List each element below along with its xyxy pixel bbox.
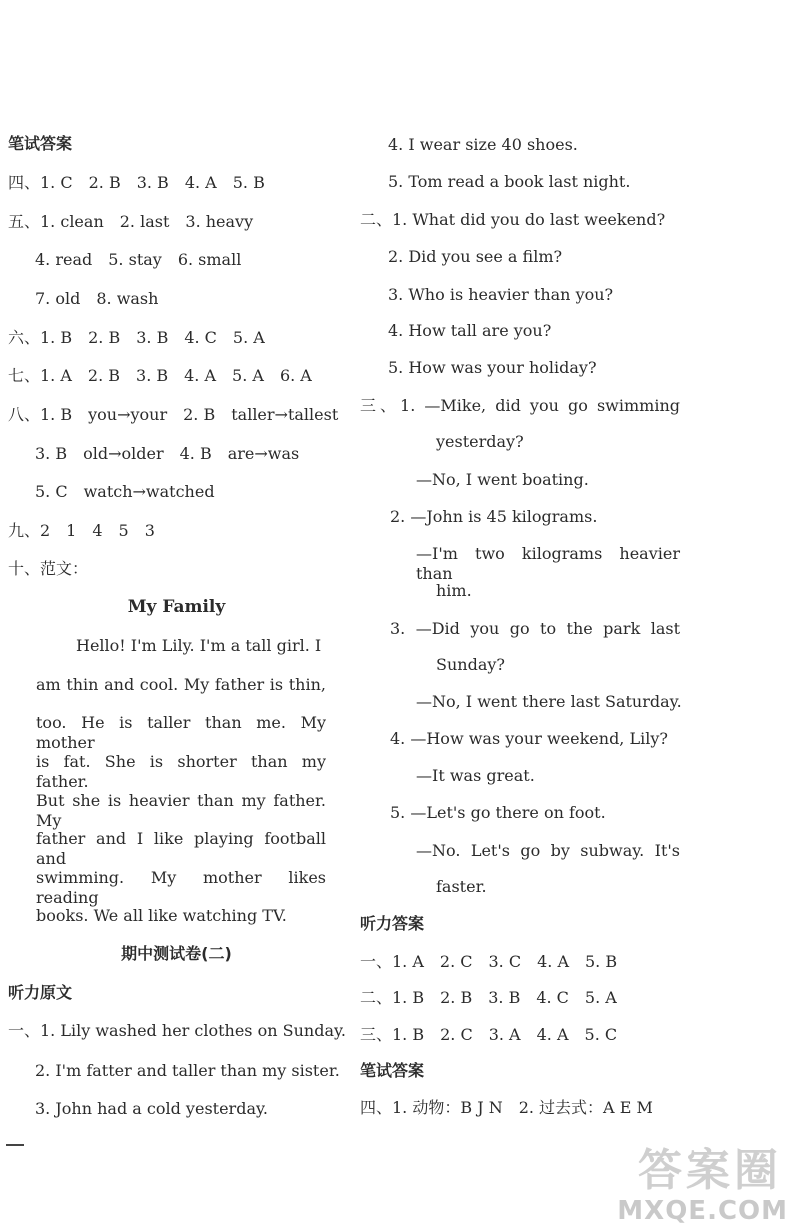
watermark-logo [592,1134,792,1226]
dialogue-line: —No. Let's go by subway. It's [416,841,680,860]
written-answer-line: 四、1. 动物：B J N 2. 过去式：A E M [360,1098,653,1117]
listening-script-heading: 听力原文 [8,983,73,1002]
answer-line-section-10: 十、范文： [8,559,89,578]
dialogue-line: —No, I went boating. [416,470,589,489]
dialogue-line: —It was great. [416,766,535,785]
dialogue-line: 2. —John is 45 kilograms. [390,507,598,526]
listening-script-line: 3. John had a cold yesterday. [35,1099,268,1118]
dialogue-line: 5. —Let's go there on foot. [390,803,606,822]
listening-script-line: 2. Did you see a film? [388,247,563,266]
essay-line: too. He is taller than me. My mother [36,713,326,752]
listening-answer-line: 三、1. B 2. C 3. A 4. A 5. C [360,1025,618,1044]
watermark-top-text: 答案圈 [638,1145,782,1196]
dialogue-line: —No, I went there last Saturday. [416,692,682,711]
answer-line-section-7: 七、1. A 2. B 3. B 4. A 5. A 6. A [8,366,312,385]
essay-line: father and I like playing football and [36,829,326,868]
listening-script-line: 2. I'm fatter and taller than my sister. [35,1061,340,1080]
answer-line-section-9: 九、2 1 4 5 3 [8,521,155,540]
listening-script-line: 3. Who is heavier than you? [388,285,614,304]
written-answers-heading: 笔试答案 [8,134,73,153]
answer-line-section-8-c: 5. C watch→watched [35,482,215,501]
listening-answer-line: 二、1. B 2. B 3. B 4. C 5. A [360,988,617,1007]
dialogue-line: yesterday? [436,432,524,451]
listening-script-line: 4. How tall are you? [388,321,552,340]
watermark-bottom-text: MXQE.COM [617,1196,788,1226]
dialogue-line: —I'm two kilograms heavier than [416,544,680,583]
midterm-test-title: 期中测试卷(二) [121,944,232,963]
answer-line-section-5-c: 7. old 8. wash [35,289,159,308]
dialogue-line: 4. —How was your weekend, Lily? [390,729,668,748]
listening-script-line: 二、1. What did you do last weekend? [360,210,666,229]
listening-script-line: 一、1. Lily washed her clothes on Sunday. [8,1021,346,1040]
written-answers-heading: 笔试答案 [360,1061,425,1080]
listening-answers-heading: 听力答案 [360,914,425,933]
dialogue-line: him. [436,581,472,600]
answer-line-section-6: 六、1. B 2. B 3. B 4. C 5. A [8,328,265,347]
essay-line: Hello! I'm Lily. I'm a tall girl. I [76,636,322,655]
essay-title: My Family [127,597,226,617]
listening-script-line: 5. Tom read a book last night. [388,172,631,191]
answer-line-section-4: 四、1. C 2. B 3. B 4. A 5. B [8,173,265,192]
answer-line-section-8-a: 八、1. B you→your 2. B taller→tallest [8,405,339,424]
answer-line-section-5-a: 五、1. clean 2. last 3. heavy [8,212,254,231]
dialogue-line: 三、1. —Mike, did you go swimming [360,396,680,415]
dialogue-line: faster. [436,877,487,896]
essay-line: swimming. My mother likes reading [36,868,326,907]
essay-line: books. We all like watching TV. [36,906,287,925]
dialogue-line: 3. —Did you go to the park last [390,619,680,638]
dialogue-line: Sunday? [436,655,505,674]
listening-script-line: 5. How was your holiday? [388,358,597,377]
answer-line-section-8-b: 3. B old→older 4. B are→was [35,444,300,463]
page-footer-dash [6,1144,24,1146]
essay-line: But she is heavier than my father. My [36,791,326,830]
listening-script-line: 4. I wear size 40 shoes. [388,135,578,154]
listening-answer-line: 一、1. A 2. C 3. C 4. A 5. B [360,952,618,971]
answer-line-section-5-b: 4. read 5. stay 6. small [35,250,242,269]
essay-line: am thin and cool. My father is thin, [36,675,326,694]
essay-line: is fat. She is shorter than my father. [36,752,326,791]
